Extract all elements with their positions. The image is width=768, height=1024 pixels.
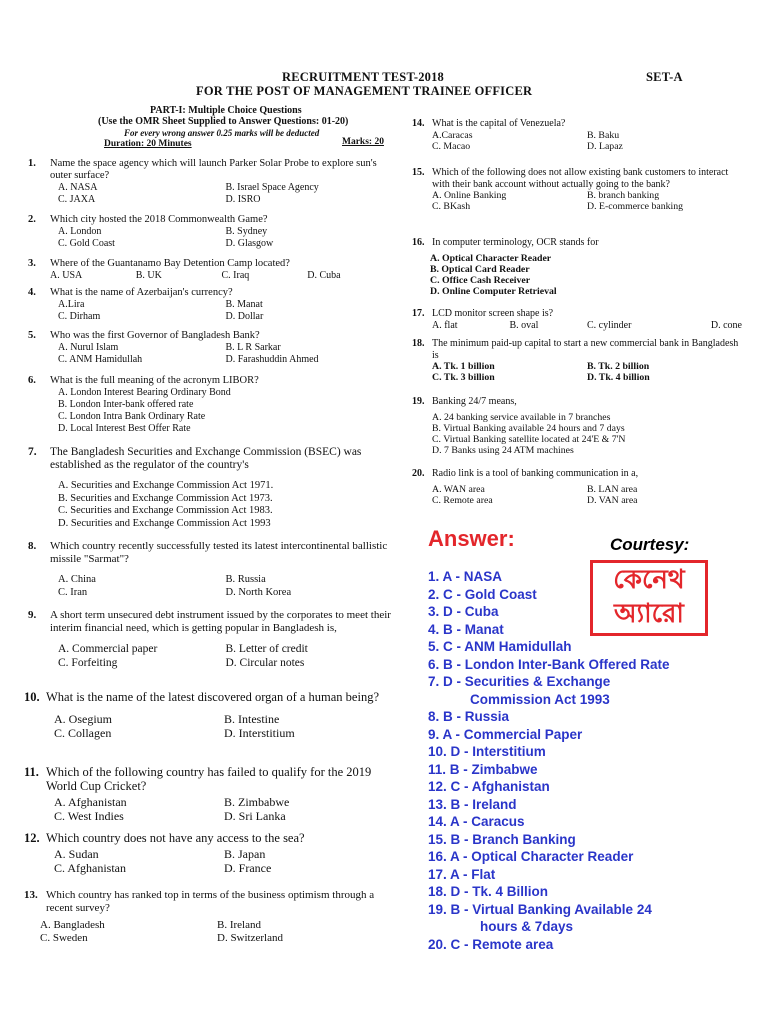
- question-9: 9. A short term unsecured debt instrument issued by the corporates to meet their interim financial need, which is getting popular in Bangladesh is, A. Commercial paper B. Letter of credit C. Forfeiting D. Circular notes: [28, 609, 391, 669]
- question-3: 3. Where of the Guantanamo Bay Detention Camp located? A. USA B. UK C. Iraq D. Cuba: [28, 258, 341, 281]
- answer-heading: Answer:: [428, 526, 515, 551]
- answer-list: [428, 568, 758, 953]
- question-15: 15. Which of the following does not allow existing bank customers to interact with their bank account without actually going to the bank? A. Online Banking B. branch banking C. BKash D. E-commerce banking: [412, 167, 729, 212]
- question-13: 13. Which country has ranked top in terms of the business optimism through a recent survey? A. Bangladesh B. Ireland C. Sweden D. Switzerland: [24, 889, 375, 944]
- courtesy-label: Courtesy:: [610, 535, 690, 554]
- answer-item: 15. B - Branch Banking: [428, 831, 576, 847]
- answer-item: 10. D - Interstitium: [428, 744, 546, 759]
- answer-item: 18. D - Tk. 4 Billion: [428, 884, 549, 899]
- answer-item: 9. A - Commercial Paper: [428, 726, 583, 742]
- answer-item: 1. A - NASA: [428, 569, 503, 584]
- answer-item: 3. D - Cuba: [428, 604, 499, 619]
- answer-item: 16. A - Optical Character Reader: [428, 849, 634, 864]
- question-19: 19. Banking 24/7 means, A. 24 banking service available in 7 branches B. Virtual Banking available 24 hours and 7 days C. Virtual Banking satellite located at 24'E & 7'N D. 7 Banks using 24 ATM machines: [412, 396, 626, 456]
- test-title: RECRUITMENT TEST-2018: [282, 70, 445, 84]
- answer-item: hours & 7days: [480, 919, 574, 934]
- question-14: 14. What is the capital of Venezuela? A.Caracas B. Baku C. Macao D. Lapaz: [412, 118, 623, 152]
- omr-instruction: (Use the OMR Sheet Supplied to Answer Questions: 01-20): [98, 116, 349, 127]
- question-7: 7. The Bangladesh Securities and Exchange Commission (BSEC) was established as the regulator of the country's A. Securities and Exchange Commission Act 1971. B. Securities and Exchange Commission Act 1973. C. Securities and Exchange Commission Act 1983. D. Securities and Exchange Commission Act 1993: [28, 446, 362, 529]
- answer-item: 4. B - Manat: [428, 621, 504, 637]
- part-heading: PART-I: Multiple Choice Questions: [150, 105, 302, 116]
- answer-item: 14. A - Caracus: [428, 814, 525, 829]
- question-10: 10. What is the name of the latest discovered organ of a human being? A. Osegium B. Intestine C. Collagen D. Interstitium: [24, 690, 379, 740]
- kenneth-arrow-logo: কেনেথ অ্যারো: [590, 560, 708, 636]
- question-11: 11. Which of the following country has failed to qualify for the 2019 World Cup Cricket? A. Afghanistan B. Zimbabwe C. West Indies D. Sri Lanka: [24, 765, 372, 823]
- answer-item: 17. A - Flat: [428, 866, 496, 882]
- answer-item: 11. B - Zimbabwe: [428, 761, 538, 777]
- question-8: 8. Which country recently successfully tested its latest intercontinental ballistic missile "Sarmat"? A. China B. Russia C. Iran D. North Korea: [28, 540, 388, 598]
- question-12: 12. Which country does not have any access to the sea? A. Sudan B. Japan C. Afghanistan D. France: [24, 831, 305, 875]
- question-1: 1. Name the space agency which will launch Parker Solar Probe to explore sun's outer surface? A. NASA B. Israel Space Agency C. JAXA D. ISRO: [28, 158, 377, 205]
- answer-item: 6. B - London Inter-Bank Offered Rate: [428, 656, 670, 672]
- question-2: 2. Which city hosted the 2018 Commonwealth Game? A. London B. Sydney C. Gold Coast D. Glasgow: [28, 214, 274, 249]
- answer-item: Commission Act 1993: [470, 691, 610, 707]
- question-17: 17. LCD monitor screen shape is? A. flat B. oval C. cylinder D. cone: [412, 308, 742, 331]
- answer-item: 13. B - Ireland: [428, 796, 517, 812]
- post-subtitle: FOR THE POST OF MANAGEMENT TRAINEE OFFICER: [196, 84, 533, 98]
- set-label: SET-A: [646, 70, 683, 84]
- question-6: 6. What is the full meaning of the acronym LIBOR? A. London Interest Bearing Ordinary Bond B. London Inter-bank offered rate C. London Intra Bank Ordinary Rate D. Local Interest Best Offer Rate: [28, 375, 259, 434]
- answer-item: 19. B - Virtual Banking Available 24: [428, 901, 652, 917]
- question-20: 20. Radio link is a tool of banking communication in a, A. WAN area B. LAN area C. Remote area D. VAN area: [412, 468, 639, 506]
- question-5: 5. Who was the first Governor of Bangladesh Bank? A. Nurul Islam B. L R Sarkar C. ANM Hamidullah D. Farashuddin Ahmed: [28, 330, 319, 365]
- answer-item: 12. C - Afghanistan: [428, 779, 550, 794]
- question-18: 18. The minimum paid-up capital to start a new commercial bank in Bangladesh is A. Tk. 1 billion B. Tk. 2 billion C. Tk. 3 billion D. Tk. 4 billion: [412, 338, 739, 383]
- duration: Duration: 20 Minutes: [104, 139, 192, 149]
- answer-item: 2. C - Gold Coast: [428, 586, 537, 602]
- marks: Marks: 20: [342, 137, 384, 147]
- question-4: 4. What is the name of Azerbaijan's currency? A.Lira B. Manat C. Dirham D. Dollar: [28, 287, 264, 322]
- answer-item: 7. D - Securities & Exchange: [428, 674, 611, 689]
- answer-item: 8. B - Russia: [428, 709, 510, 724]
- answer-item: 5. C - ANM Hamidullah: [428, 639, 572, 654]
- question-16: 16. In computer terminology, OCR stands for A. Optical Character Reader B. Optical Card Reader C. Office Cash Receiver D. Online Computer Retrieval: [412, 237, 599, 297]
- answer-item: 20. C - Remote area: [428, 936, 554, 952]
- deduction-note: For every wrong answer 0.25 marks will be deducted: [124, 128, 320, 138]
